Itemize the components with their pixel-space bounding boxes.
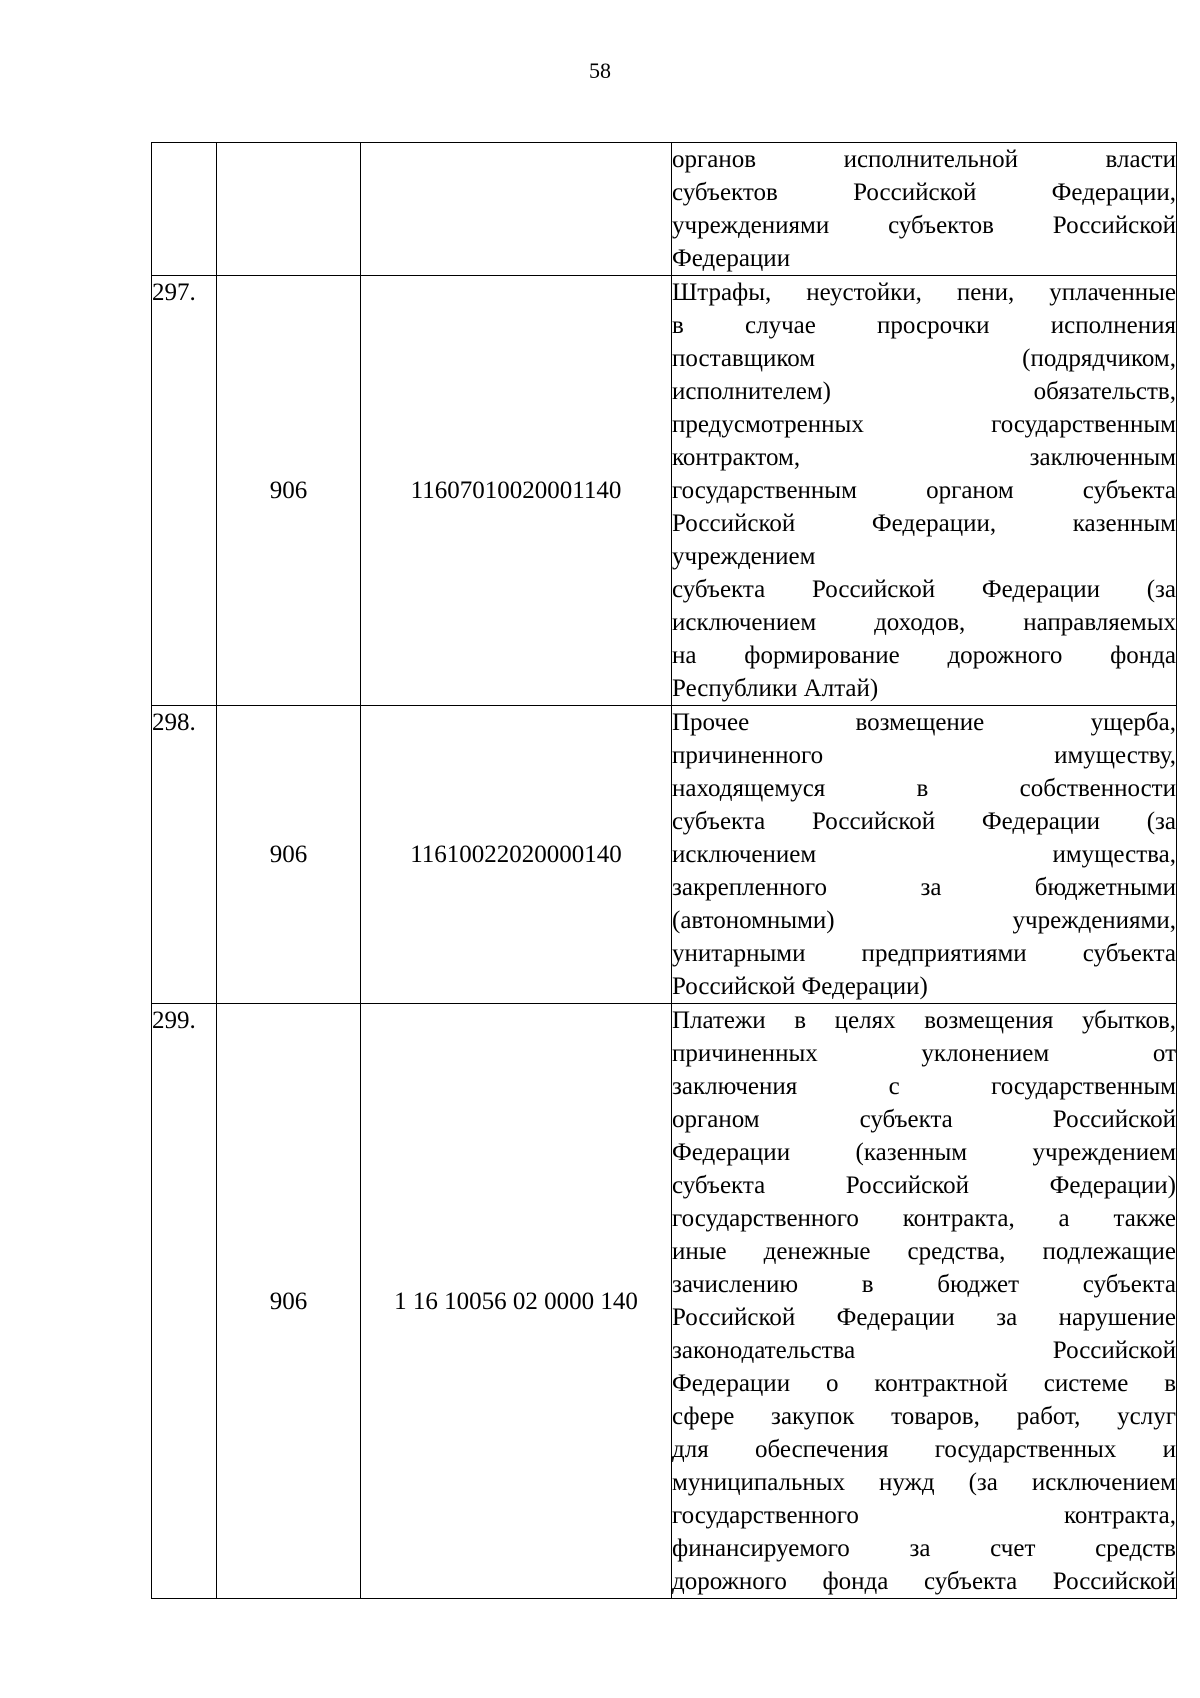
- description-line: причиненного имуществу,: [672, 742, 1176, 769]
- description-cell: [672, 276, 1177, 706]
- description-line: исполнителем) обязательств,: [672, 378, 1176, 405]
- description-line: Федерации (казенным учреждением: [672, 1139, 1176, 1166]
- description-line: государственным органом субъекта: [672, 477, 1176, 504]
- description-cell: [672, 1004, 1177, 1599]
- table-row: [152, 1004, 1177, 1599]
- table-row: [152, 276, 1177, 706]
- description-line: исключением имущества,: [672, 841, 1176, 868]
- description-line: Платежи в целях возмещения убытков,: [672, 1007, 1176, 1034]
- description-line: зачислению в бюджет субъекта: [672, 1271, 1176, 1298]
- description-line: Штрафы, неустойки, пени, уплаченные: [672, 279, 1176, 306]
- description-cell: [672, 143, 1177, 276]
- description-line: органом субъекта Российской: [672, 1106, 1176, 1133]
- budget-code-cell: [361, 143, 672, 276]
- description-line: Прочее возмещение ущерба,: [672, 709, 1176, 736]
- description-line: на формирование дорожного фонда: [672, 642, 1176, 669]
- description-line: Российской Федерации, казенным: [672, 510, 1176, 537]
- description-line: субъекта Российской Федерации (за: [672, 808, 1176, 835]
- description-line: находящемуся в собственности: [672, 775, 1176, 802]
- description-line: государственного контракта,: [672, 1502, 1176, 1529]
- row-number-cell: 297.: [152, 276, 217, 706]
- row-number-cell: 298.: [152, 706, 217, 1004]
- administrator-code-cell: 906: [217, 1004, 361, 1599]
- row-number-cell: 299.: [152, 1004, 217, 1599]
- description-line: для обеспечения государственных и: [672, 1436, 1176, 1463]
- table-row: [152, 143, 1177, 276]
- row-number-cell: [152, 143, 217, 276]
- description-line: предусмотренных государственным: [672, 411, 1176, 438]
- description-line: контрактом, заключенным: [672, 444, 1176, 471]
- description-line: заключения с государственным: [672, 1073, 1176, 1100]
- administrator-code-cell: 906: [217, 706, 361, 1004]
- description-line: учреждением: [672, 543, 816, 570]
- description-line: Российской Федерации за нарушение: [672, 1304, 1176, 1331]
- description-line: субъекта Российской Федерации (за: [672, 576, 1176, 603]
- budget-code-cell: 1 16 10056 02 0000 140: [361, 1004, 672, 1599]
- description-line: Российской Федерации): [672, 973, 928, 1000]
- description-line: учреждениями субъектов Российской: [672, 212, 1176, 239]
- description-line: поставщиком (подрядчиком,: [672, 345, 1176, 372]
- description-line: государственного контракта, а также: [672, 1205, 1176, 1232]
- description-line: органов исполнительной власти: [672, 146, 1176, 173]
- description-line: сфере закупок товаров, работ, услуг: [672, 1403, 1176, 1430]
- description-line: исключением доходов, направляемых: [672, 609, 1176, 636]
- budget-code-cell: 11610022020000140: [361, 706, 672, 1004]
- administrator-code-cell: [217, 143, 361, 276]
- description-line: субъектов Российской Федерации,: [672, 179, 1176, 206]
- description-line: дорожного фонда субъекта Российской: [672, 1568, 1176, 1595]
- description-line: унитарными предприятиями субъекта: [672, 940, 1176, 967]
- description-line: Федерации: [672, 245, 791, 272]
- description-line: (автономными) учреждениями,: [672, 907, 1176, 934]
- description-line: субъекта Российской Федерации): [672, 1172, 1176, 1199]
- description-cell: [672, 706, 1177, 1004]
- description-line: Республики Алтай): [672, 675, 879, 702]
- description-line: законодательства Российской: [672, 1337, 1176, 1364]
- description-line: закрепленного за бюджетными: [672, 874, 1176, 901]
- description-line: финансируемого за счет средств: [672, 1535, 1176, 1562]
- description-line: муниципальных нужд (за исключением: [672, 1469, 1176, 1496]
- description-line: Федерации о контрактной системе в: [672, 1370, 1176, 1397]
- administrator-code-cell: 906: [217, 276, 361, 706]
- description-line: в случае просрочки исполнения: [672, 312, 1176, 339]
- budget-code-cell: 11607010020001140: [361, 276, 672, 706]
- description-line: причиненных уклонением от: [672, 1040, 1176, 1067]
- table-row: [152, 706, 1177, 1004]
- page-number: 58: [589, 58, 611, 83]
- description-line: иные денежные средства, подлежащие: [672, 1238, 1176, 1265]
- revenue-codes-table: [151, 142, 1177, 1599]
